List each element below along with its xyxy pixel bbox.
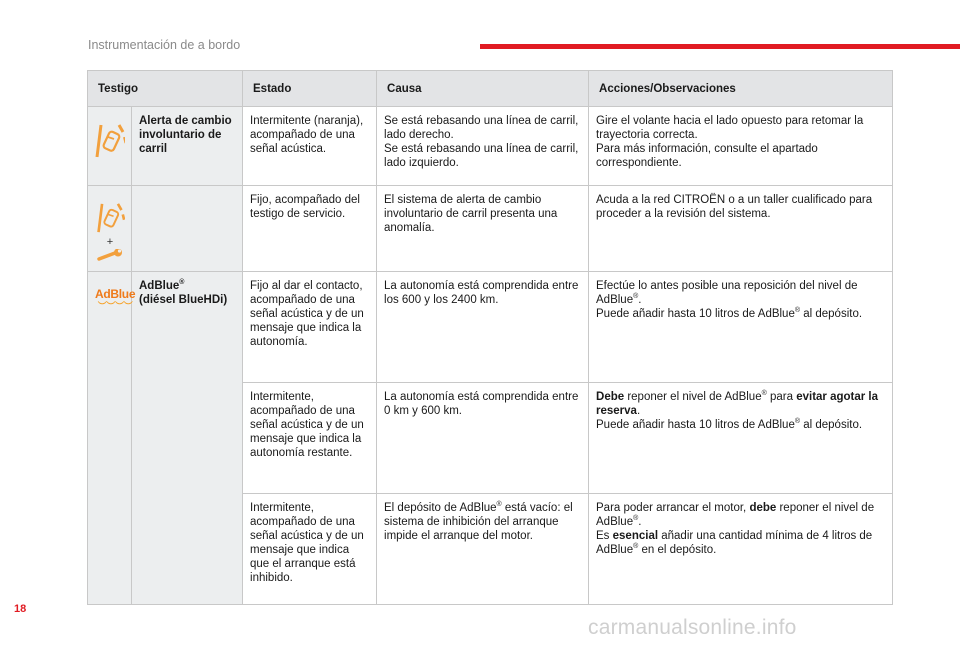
page-header-title: Instrumentación de a bordo bbox=[88, 38, 241, 52]
icon-cell bbox=[88, 107, 132, 186]
icon-cell bbox=[88, 272, 136, 605]
table-header-row bbox=[88, 71, 893, 107]
column-header-estado: Estado bbox=[243, 71, 377, 107]
name-cell-empty bbox=[132, 186, 243, 272]
acciones-cell: Gire el volante hacia el lado opuesto para retomar la trayectoria correcta. Para más información, consulte el apartado correspondiente. bbox=[589, 107, 893, 186]
adblue-name: AdBlue® (diésel BlueHDi) bbox=[132, 272, 243, 605]
column-header-causa: Causa bbox=[377, 71, 589, 107]
acciones-cell: Efectúe lo antes posible una reposición del nivel de AdBlue®. Puede añadir hasta 10 litros de AdBlue® al depósito. bbox=[589, 272, 893, 383]
causa-cell: Se está rebasando una línea de carril, lado derecho. Se está rebasando una línea de carril, lado izquierdo. bbox=[377, 107, 589, 186]
column-header-acciones: Acciones/Observaciones bbox=[589, 71, 893, 107]
estado-cell: Intermitente, acompañado de una señal acústica y de un mensaje que indica la autonomía restante. bbox=[243, 383, 377, 494]
causa-cell: El sistema de alerta de cambio involuntario de carril presenta una anomalía. bbox=[377, 186, 589, 272]
table-row bbox=[88, 272, 893, 383]
service-wrench-icon bbox=[95, 249, 125, 267]
icon-cell bbox=[88, 186, 132, 272]
acciones-cell: Acuda a la red CITROËN o a un taller cualificado para proceder a la revisión del sistema. bbox=[589, 186, 893, 272]
estado-cell: Fijo, acompañado del testigo de servicio. bbox=[243, 186, 377, 272]
estado-cell: Intermitente, acompañado de una señal acústica y de un mensaje que indica que el arranque está inhibido. bbox=[243, 494, 377, 605]
estado-cell: Intermitente (naranja), acompañado de una señal acústica. bbox=[243, 107, 377, 186]
table-row bbox=[88, 107, 893, 186]
plus-sign: + bbox=[106, 236, 114, 248]
lane-warning-name: Alerta de cambio involuntario de carril bbox=[132, 107, 243, 186]
acciones-cell: Para poder arrancar el motor, debe reponer el nivel de AdBlue®. Es esencial añadir una cantidad mínima de 4 litros de AdBlue® en el depósito. bbox=[589, 494, 893, 605]
page-number: 18 bbox=[14, 603, 27, 615]
header-accent-bar bbox=[480, 44, 960, 49]
acciones-cell: Debe reponer el nivel de AdBlue® para evitar agotar la reserva. Puede añadir hasta 10 litros de AdBlue® al depósito. bbox=[589, 383, 893, 494]
causa-cell: La autonomía está comprendida entre los 600 y los 2400 km. bbox=[377, 272, 589, 383]
causa-cell: El depósito de AdBlue® está vacío: el sistema de inhibición del arranque impide el arranque del motor. bbox=[377, 494, 589, 605]
lane-departure-warning-icon bbox=[95, 124, 125, 162]
lane-departure-warning-icon bbox=[95, 203, 125, 237]
warning-lights-table bbox=[87, 70, 893, 605]
adblue-logo-icon: AdBlue ︶︶︶︶ bbox=[95, 287, 136, 311]
watermark: carmanualsonline.info bbox=[588, 616, 797, 639]
column-header-testigo: Testigo bbox=[88, 71, 243, 107]
causa-cell: La autonomía está comprendida entre 0 km y 600 km. bbox=[377, 383, 589, 494]
estado-cell: Fijo al dar el contacto, acompañado de una señal acústica y de un mensaje que indica la autonomía. bbox=[243, 272, 377, 383]
table-row bbox=[88, 186, 893, 272]
